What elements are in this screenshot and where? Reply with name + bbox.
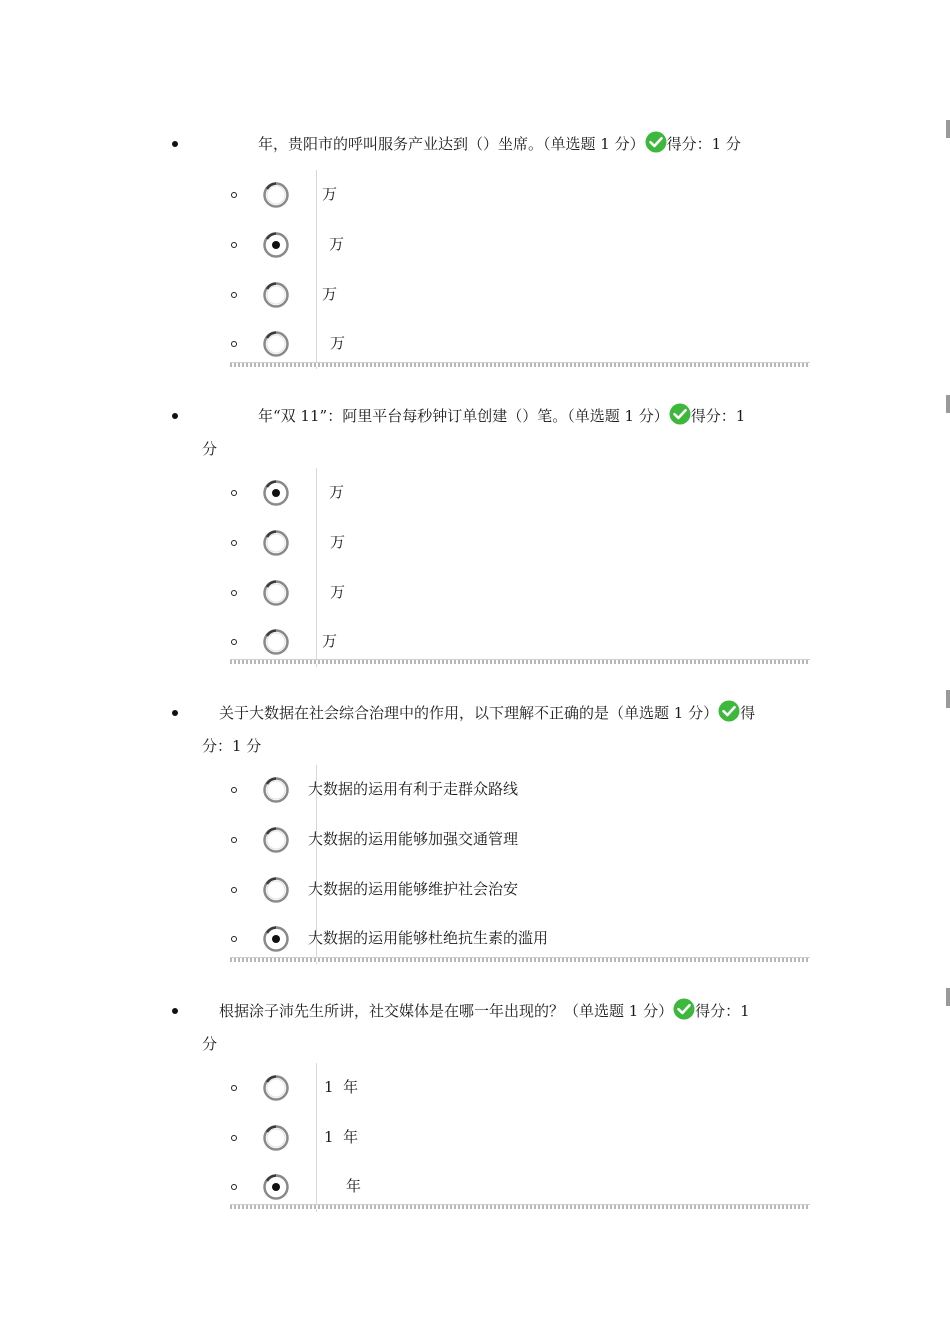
list-bullet-hollow [231,490,237,496]
option-label: 万 [330,533,346,551]
column-divider [316,518,317,568]
radio-unchecked-icon[interactable] [261,875,291,905]
list-bullet-hollow [231,936,237,942]
question-stem-line [258,403,745,426]
page-edge-mark [946,988,950,1006]
column-divider [316,270,317,320]
option-label: 1 年 [324,1078,359,1096]
option-label: 年 [346,1177,362,1195]
list-bullet-hollow [231,837,237,843]
radio-checked-icon[interactable] [261,230,291,260]
check-circle-icon [669,403,691,425]
option-row[interactable] [0,765,950,815]
check-circle-icon [718,700,740,722]
option-row[interactable] [0,220,950,270]
radio-unchecked-icon[interactable] [261,1123,291,1153]
option-row[interactable] [0,518,950,568]
option-label: 1 年 [324,1128,359,1146]
radio-unchecked-icon[interactable] [261,775,291,805]
column-divider [316,170,317,220]
score-text-continued: 分 [202,440,218,458]
option-label: 大数据的运用能够加强交通管理 [308,830,519,848]
radio-checked-icon[interactable] [261,1172,291,1202]
question-stem: 年“双 11”：阿里平台每秒钟订单创建（）笔。（单选题 1 分） [258,407,669,425]
check-circle-icon [645,131,667,153]
score-text: 得分：1 [690,407,746,425]
list-bullet [172,1008,178,1014]
column-divider [316,568,317,618]
list-bullet-hollow [231,341,237,347]
option-label: 万 [322,185,338,203]
question-stem-line [219,998,750,1021]
score-text: 得分：1 分 [666,135,741,153]
question-stem-line [219,700,755,723]
option-label: 万 [329,235,345,253]
score-text: 得分：1 [695,1002,750,1020]
list-bullet [172,710,178,716]
list-bullet [172,141,178,147]
question-stem: 年，贵阳市的呼叫服务产业达到（）坐席。（单选题 1 分） [258,135,645,153]
question-stem: 关于大数据在社会综合治理中的作用，以下理解不正确的是（单选题 1 分） [219,704,719,722]
option-row[interactable] [0,170,950,220]
question-stem: 根据涂子沛先生所讲，社交媒体是在哪一年出现的？（单选题 1 分） [219,1002,674,1020]
question-divider [230,1204,810,1209]
option-label: 大数据的运用能够维护社会治安 [308,880,519,898]
score-text-continued: 分：1 分 [202,737,262,755]
column-divider [316,1113,317,1163]
option-label: 大数据的运用有利于走群众路线 [308,780,519,798]
column-divider [316,1063,317,1113]
list-bullet-hollow [231,639,237,645]
page-edge-mark [946,690,950,708]
list-bullet-hollow [231,1135,237,1141]
radio-unchecked-icon[interactable] [261,329,291,359]
option-label: 万 [330,334,346,352]
radio-unchecked-icon[interactable] [261,528,291,558]
radio-checked-icon[interactable] [261,478,291,508]
radio-unchecked-icon[interactable] [261,1073,291,1103]
score-text: 得 [740,704,756,722]
option-row[interactable] [0,468,950,518]
column-divider [316,468,317,518]
question-divider [230,362,810,367]
option-label: 万 [322,285,338,303]
column-divider [316,220,317,270]
radio-unchecked-icon[interactable] [261,280,291,310]
option-label: 万 [322,632,338,650]
radio-unchecked-icon[interactable] [261,578,291,608]
radio-unchecked-icon[interactable] [261,627,291,657]
radio-unchecked-icon[interactable] [261,825,291,855]
question-divider [230,659,810,664]
list-bullet-hollow [231,1184,237,1190]
option-row[interactable] [0,865,950,915]
option-row[interactable] [0,270,950,320]
list-bullet-hollow [231,787,237,793]
option-label: 万 [330,583,346,601]
list-bullet-hollow [231,1085,237,1091]
question-divider [230,957,810,962]
question-stem-line [258,131,741,154]
radio-unchecked-icon[interactable] [261,180,291,210]
option-row[interactable] [0,815,950,865]
option-row[interactable] [0,1063,950,1113]
list-bullet [172,413,178,419]
score-text-continued: 分 [202,1035,218,1053]
list-bullet-hollow [231,242,237,248]
option-row[interactable] [0,568,950,618]
check-circle-icon [673,998,695,1020]
page-edge-mark [946,395,950,413]
list-bullet-hollow [231,192,237,198]
option-row[interactable] [0,1113,950,1163]
option-label: 万 [329,483,345,501]
option-label: 大数据的运用能够杜绝抗生素的滥用 [308,929,549,947]
list-bullet-hollow [231,590,237,596]
radio-checked-icon[interactable] [261,924,291,954]
list-bullet-hollow [231,292,237,298]
list-bullet-hollow [231,540,237,546]
list-bullet-hollow [231,887,237,893]
page-edge-mark [946,120,950,138]
